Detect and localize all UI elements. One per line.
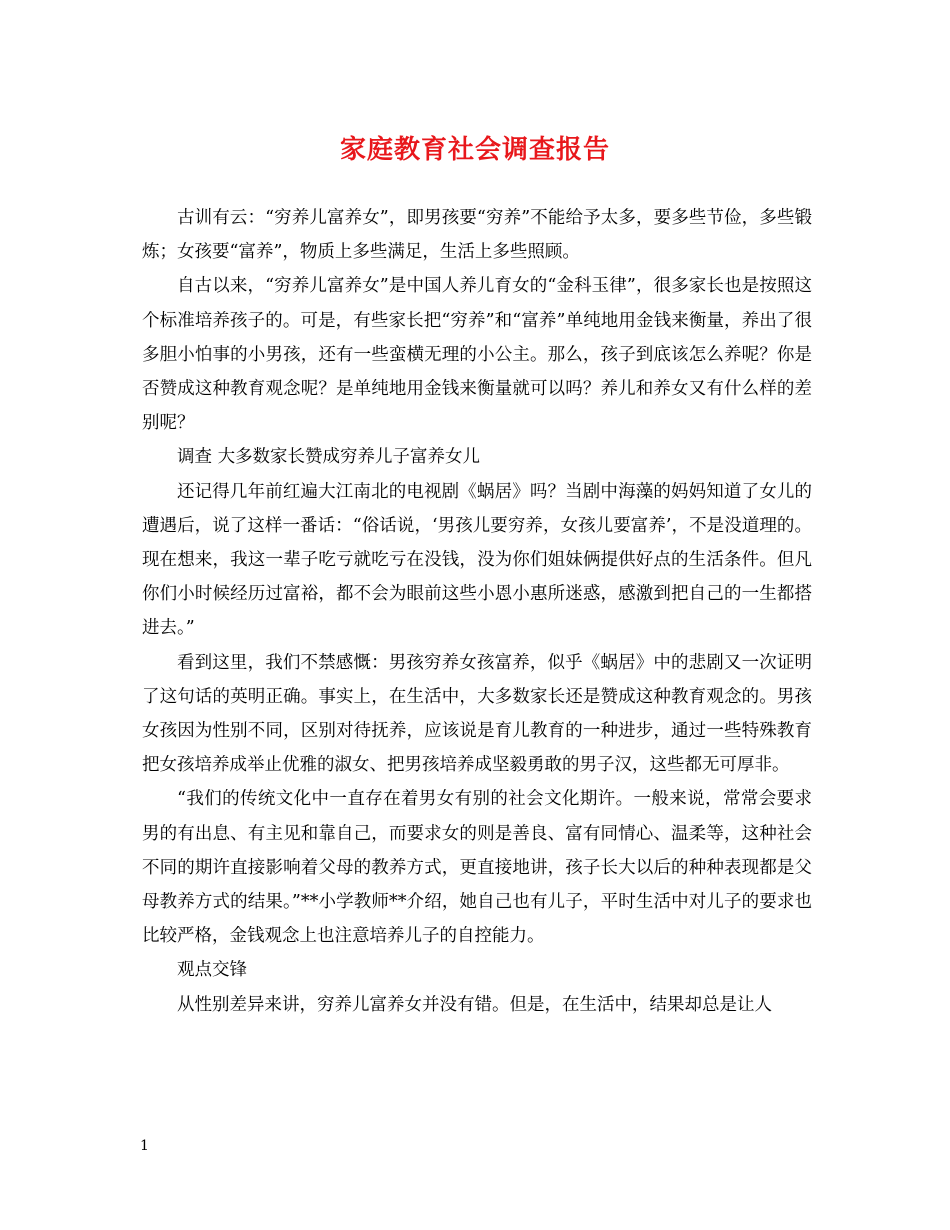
paragraph-1: 古训有云：“穷养儿富养女”，即男孩要“穷养”不能给予太多，要多些节俭，多些锻炼；女孩要“富养”，物质上多些满足，生活上多些照顾。 — [142, 208, 812, 263]
paragraph-6: 从性别差异来讲，穷养儿富养女并没有错。但是，在生活中，结果却总是让人 — [177, 994, 772, 1015]
paragraph-5: “我们的传统文化中一直存在着男女有别的社会文化期许。一般来说，常常会要求男的有出息、有主见和靠自己，而要求女的则是善良、富有同情心、温柔等，这种社会不同的期许直接影响着父母的教养方式，更直接地讲，孩子长大以后的种种表现都是父母教养方式的结果。”**小学教师**介绍，她自己也有儿子，平时生活中对儿子的要求也比较严格，金钱观念上也注意培养儿子的自控能力。 — [142, 789, 812, 947]
paragraph-3: 还记得几年前红遍大江南北的电视剧《蜗居》吗？当剧中海藻的妈妈知道了女儿的遭遇后，说了这样一番话：“俗话说，‘男孩儿要穷养，女孩儿要富养’，不是没道理的。现在想来，我这一辈子吃亏就吃亏在没钱，没为你们姐妹俩提供好点的生活条件。但凡你们小时候经历过富裕，都不会为眼前这些小恩小惠所迷惑，感激到把自己的一生都搭进去。” — [142, 481, 812, 639]
page-number: 1 — [140, 1138, 149, 1154]
section-heading-viewpoints: 观点交锋 — [177, 960, 247, 981]
document-body — [142, 201, 812, 1022]
paragraph-2: 自古以来，“穷养儿富养女”是中国人养儿育女的“金科玉律”，很多家长也是按照这个标准培养孩子的。可是，有些家长把“穷养”和“富养”单纯地用金钱来衡量，养出了很多胆小怕事的小男孩，还有一些蛮横无理的小公主。那么，孩子到底该怎么养呢？你是否赞成这种教育观念呢？是单纯地用金钱来衡量就可以吗？养儿和养女又有什么样的差别呢？ — [142, 276, 812, 434]
paragraph-4: 看到这里，我们不禁感慨：男孩穷养女孩富养，似乎《蜗居》中的悲剧又一次证明了这句话的英明正确。事实上，在生活中，大多数家长还是赞成这种教育观念的。男孩女孩因为性别不同，区别对待抚养，应该说是育儿教育的一种进步，通过一些特殊教育把女孩培养成举止优雅的淑女、把男孩培养成坚毅勇敢的男子汉，这些都无可厚非。 — [142, 652, 812, 776]
section-heading-survey: 调查 大多数家长赞成穷养儿子富养女儿 — [177, 447, 481, 468]
document-title: 家庭教育社会调查报告 — [339, 135, 610, 165]
